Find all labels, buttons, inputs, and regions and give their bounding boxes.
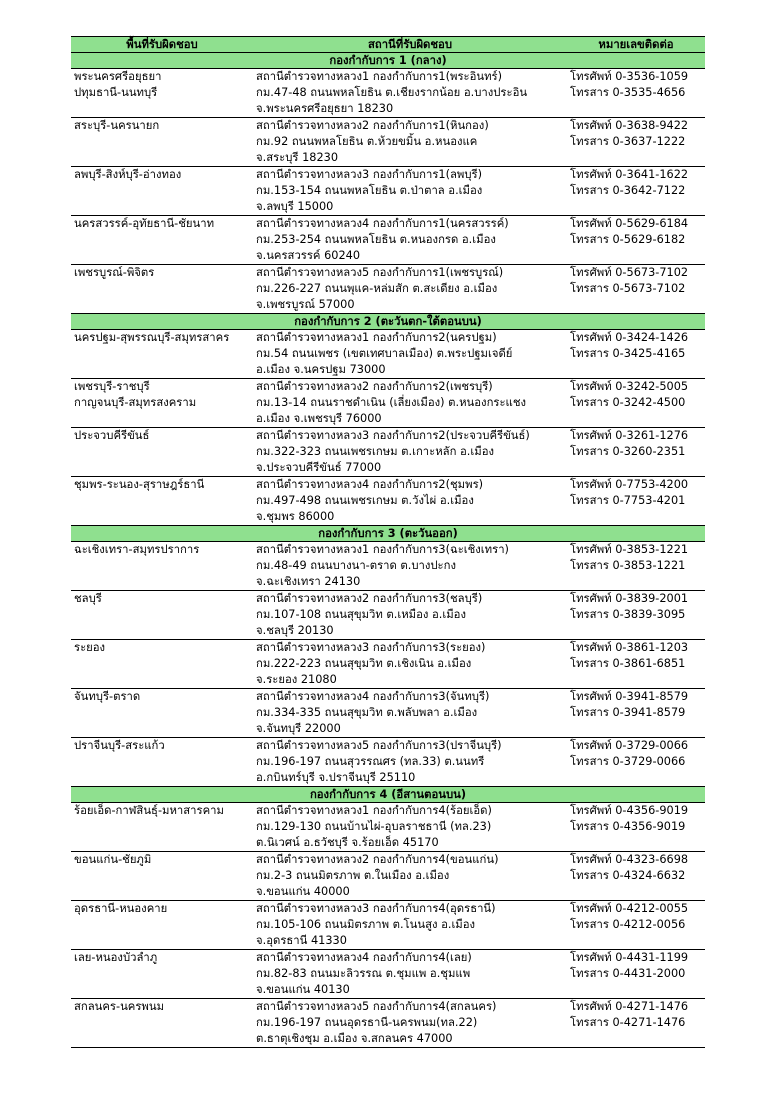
- area-line: กาญจนบุรี-สมุทรสงคราม: [74, 396, 197, 409]
- station-cell: [253, 542, 567, 591]
- contact-line: โทรสาร 0-3861-6851: [570, 657, 686, 670]
- station-line: จ.สระบุรี 18230: [256, 151, 339, 164]
- area-line: พระนครศรีอยุธยา: [74, 70, 162, 83]
- station-line: กม.2-3 ถนนมิตรภาพ ต.ในเมือง อ.เมือง: [256, 869, 450, 882]
- station-line: กม.92 ถนนพหลโยธิน ต.ห้วยขมิ้น อ.หนองแค: [256, 135, 478, 148]
- contact-cell: [567, 852, 705, 901]
- contact-line: โทรศัพท์ 0-3839-2001: [570, 592, 689, 605]
- contact-cell: [567, 428, 705, 477]
- contact-line: โทรสาร 0-4271-1476: [570, 1016, 686, 1029]
- table-row: [71, 591, 705, 640]
- area-line: ลพบุรี-สิงห์บุรี-อ่างทอง: [74, 168, 182, 181]
- contact-line: โทรสาร 0-3260-2351: [570, 445, 686, 458]
- area-line: เพชรบูรณ์-พิจิตร: [74, 266, 155, 279]
- contact-cell: [567, 477, 705, 526]
- contact-line: โทรสาร 0-3425-4165: [570, 347, 686, 360]
- section-title: กองกำกับการ 1 (กลาง): [71, 53, 705, 69]
- contact-line: โทรศัพท์ 0-4431-1199: [570, 951, 689, 964]
- header-row: [71, 37, 705, 53]
- table-row: [71, 542, 705, 591]
- station-cell: [253, 689, 567, 738]
- station-line: สถานีตำรวจทางหลวง5 กองกำกับการ1(เพชรบูรณ์): [256, 266, 504, 279]
- station-line: กม.129-130 ถนนบ้านไผ่-อุบลราชธานี (ทล.23): [256, 820, 492, 833]
- contact-line: โทรศัพท์ 0-3638-9422: [570, 119, 689, 132]
- station-line: จ.ฉะเชิงเทรา 24130: [256, 575, 361, 588]
- station-line: สถานีตำรวจทางหลวง2 กองกำกับการ4(ขอนแก่น): [256, 853, 499, 866]
- area-cell: [71, 118, 253, 167]
- station-line: อ.กบินทร์บุรี จ.ปราจีนบุรี 25110: [256, 771, 416, 784]
- contact-line: โทรศัพท์ 0-3861-1203: [570, 641, 689, 654]
- station-cell: [253, 379, 567, 428]
- station-line: จ.ระยอง 21080: [256, 673, 337, 686]
- area-cell: [71, 167, 253, 216]
- station-line: จ.จันทบุรี 22000: [256, 722, 341, 735]
- area-cell: [71, 428, 253, 477]
- station-line: สถานีตำรวจทางหลวง4 กองกำกับการ2(ชุมพร): [256, 478, 484, 491]
- station-line: กม.48-49 ถนนบางนา-ตราด ต.บางปะกง: [256, 559, 456, 572]
- station-cell: [253, 852, 567, 901]
- table-row: [71, 738, 705, 787]
- area-cell: [71, 950, 253, 999]
- area-cell: [71, 852, 253, 901]
- highway-police-contact-table: [71, 36, 705, 1048]
- station-line: อ.เมือง จ.นครปฐม 73000: [256, 363, 386, 376]
- table-row: [71, 477, 705, 526]
- station-line: กม.153-154 ถนนพหลโยธิน ต.ป่าตาล อ.เมือง: [256, 184, 483, 197]
- contact-line: โทรสาร 0-3242-4500: [570, 396, 686, 409]
- station-line: สถานีตำรวจทางหลวง4 กองกำกับการ4(เลย): [256, 951, 472, 964]
- table-row: [71, 852, 705, 901]
- area-line: ชุมพร-ระนอง-สุราษฎร์ธานี: [74, 478, 205, 491]
- contact-cell: [567, 689, 705, 738]
- table-row: [71, 216, 705, 265]
- station-line: กม.253-254 ถนนพหลโยธิน ต.หนองกรด อ.เมือง: [256, 233, 496, 246]
- contact-line: โทรสาร 0-4431-2000: [570, 967, 686, 980]
- area-cell: [71, 901, 253, 950]
- contact-line: โทรสาร 0-3853-1221: [570, 559, 686, 572]
- area-cell: [71, 803, 253, 852]
- contact-line: โทรศัพท์ 0-3261-1276: [570, 429, 689, 442]
- station-cell: [253, 118, 567, 167]
- section-header-row: [71, 314, 705, 330]
- contact-line: โทรสาร 0-7753-4201: [570, 494, 686, 507]
- station-line: ต.นิเวศน์ อ.ธวัชบุรี จ.ร้อยเอ็ด 45170: [256, 836, 439, 849]
- station-cell: [253, 803, 567, 852]
- area-line: ชลบุรี: [74, 592, 102, 605]
- station-line: สถานีตำรวจทางหลวง3 กองกำกับการ3(ระยอง): [256, 641, 486, 654]
- table-row: [71, 167, 705, 216]
- station-line: จ.ขอนแก่น 40000: [256, 885, 350, 898]
- station-line: กม.82-83 ถนนมะลิวรรณ ต.ชุมแพ อ.ชุมแพ: [256, 967, 471, 980]
- station-cell: [253, 738, 567, 787]
- contact-line: โทรศัพท์ 0-3941-8579: [570, 690, 689, 703]
- area-line: สกลนคร-นครพนม: [74, 1000, 165, 1013]
- station-line: สถานีตำรวจทางหลวง3 กองกำกับการ2(ประจวบคีรีขันธ์): [256, 429, 530, 442]
- contact-cell: [567, 738, 705, 787]
- contact-line: โทรศัพท์ 0-3729-0066: [570, 739, 689, 752]
- contact-cell: [567, 640, 705, 689]
- contact-line: โทรศัพท์ 0-4356-9019: [570, 804, 689, 817]
- station-line: กม.497-498 ถนนเพชรเกษม ต.วังไผ่ อ.เมือง: [256, 494, 474, 507]
- contact-cell: [567, 999, 705, 1048]
- area-cell: [71, 689, 253, 738]
- area-cell: [71, 379, 253, 428]
- station-line: สถานีตำรวจทางหลวง4 กองกำกับการ3(จันทบุรี): [256, 690, 490, 703]
- area-cell: [71, 69, 253, 118]
- contact-cell: [567, 379, 705, 428]
- table-row: [71, 379, 705, 428]
- station-line: สถานีตำรวจทางหลวง2 กองกำกับการ3(ชลบุรี): [256, 592, 483, 605]
- contact-cell: [567, 542, 705, 591]
- contact-line: โทรศัพท์ 0-4271-1476: [570, 1000, 689, 1013]
- station-cell: [253, 901, 567, 950]
- area-line: ขอนแก่น-ชัยภูมิ: [74, 853, 152, 866]
- station-cell: [253, 330, 567, 379]
- area-line: นครปฐม-สุพรรณบุรี-สมุทรสาคร: [74, 331, 230, 344]
- area-line: จันทบุรี-ตราด: [74, 690, 141, 703]
- table-row: [71, 69, 705, 118]
- station-cell: [253, 167, 567, 216]
- station-line: จ.ชุมพร 86000: [256, 510, 335, 523]
- station-line: สถานีตำรวจทางหลวง1 กองกำกับการ2(นครปฐม): [256, 331, 497, 344]
- station-cell: [253, 950, 567, 999]
- area-line: นครสวรรค์-อุทัยธานี-ชัยนาท: [74, 217, 215, 230]
- contact-line: โทรศัพท์ 0-3536-1059: [570, 70, 689, 83]
- contact-cell: [567, 950, 705, 999]
- table-body: [71, 53, 705, 1048]
- area-cell: [71, 216, 253, 265]
- area-cell: [71, 738, 253, 787]
- section-header-row: [71, 787, 705, 803]
- contact-line: โทรสาร 0-3729-0066: [570, 755, 686, 768]
- header-station: สถานีที่รับผิดชอบ: [253, 37, 567, 53]
- table-row: [71, 640, 705, 689]
- contact-line: โทรศัพท์ 0-3641-1622: [570, 168, 689, 181]
- station-line: กม.322-323 ถนนเพชรเกษม ต.เกาะหลัก อ.เมือง: [256, 445, 495, 458]
- station-line: สถานีตำรวจทางหลวง5 กองกำกับการ3(ปราจีนบุรี): [256, 739, 502, 752]
- area-line: เพชรบุรี-ราชบุรี: [74, 380, 150, 393]
- station-cell: [253, 428, 567, 477]
- area-cell: [71, 591, 253, 640]
- station-line: สถานีตำรวจทางหลวง2 กองกำกับการ2(เพชรบุรี): [256, 380, 493, 393]
- station-cell: [253, 640, 567, 689]
- contact-line: โทรศัพท์ 0-3242-5005: [570, 380, 689, 393]
- area-cell: [71, 477, 253, 526]
- section-title: กองกำกับการ 2 (ตะวันตก-ใต้ตอนบน): [71, 314, 705, 330]
- station-line: สถานีตำรวจทางหลวง1 กองกำกับการ4(ร้อยเอ็ด): [256, 804, 492, 817]
- station-line: สถานีตำรวจทางหลวง3 กองกำกับการ1(ลพบุรี): [256, 168, 483, 181]
- station-line: จ.อุดรธานี 41330: [256, 934, 347, 947]
- contact-cell: [567, 901, 705, 950]
- area-cell: [71, 330, 253, 379]
- station-line: จ.พระนครศรีอยุธยา 18230: [256, 102, 394, 115]
- contact-cell: [567, 216, 705, 265]
- contact-cell: [567, 330, 705, 379]
- table-row: [71, 689, 705, 738]
- area-line: สระบุรี-นครนายก: [74, 119, 160, 132]
- contact-line: โทรศัพท์ 0-3424-1426: [570, 331, 689, 344]
- station-line: กม.107-108 ถนนสุขุมวิท ต.เหมือง อ.เมือง: [256, 608, 466, 621]
- table-row: [71, 330, 705, 379]
- station-line: กม.13-14 ถนนราชดำเนิน (เลี่ยงเมือง) ต.หนองกระแชง: [256, 396, 527, 409]
- contact-line: โทรสาร 0-3535-4656: [570, 86, 686, 99]
- area-cell: [71, 640, 253, 689]
- contact-cell: [567, 167, 705, 216]
- station-cell: [253, 69, 567, 118]
- table-row: [71, 950, 705, 999]
- area-line: ปราจีนบุรี-สระแก้ว: [74, 739, 165, 752]
- section-title: กองกำกับการ 3 (ตะวันออก): [71, 526, 705, 542]
- contact-line: โทรศัพท์ 0-4323-6698: [570, 853, 689, 866]
- station-line: สถานีตำรวจทางหลวง2 กองกำกับการ1(หินกอง): [256, 119, 489, 132]
- contact-line: โทรสาร 0-3642-7122: [570, 184, 686, 197]
- area-line: ประจวบคีรีขันธ์: [74, 429, 150, 442]
- station-line: กม.196-197 ถนนอุดรธานี-นครพนม(ทล.22): [256, 1016, 478, 1029]
- contact-cell: [567, 591, 705, 640]
- contact-line: โทรสาร 0-3637-1222: [570, 135, 686, 148]
- station-line: จ.ลพบุรี 15000: [256, 200, 334, 213]
- area-cell: [71, 999, 253, 1048]
- contact-line: โทรสาร 0-5673-7102: [570, 282, 686, 295]
- contact-line: โทรศัพท์ 0-7753-4200: [570, 478, 689, 491]
- table-row: [71, 428, 705, 477]
- contact-line: โทรสาร 0-5629-6182: [570, 233, 686, 246]
- station-cell: [253, 999, 567, 1048]
- area-line: ระยอง: [74, 641, 106, 654]
- header-area: พื้นที่รับผิดชอบ: [71, 37, 253, 53]
- station-line: กม.54 ถนนเพชร (เขตเทศบาลเมือง) ต.พระปฐมเจดีย์: [256, 347, 513, 360]
- station-line: สถานีตำรวจทางหลวง5 กองกำกับการ4(สกลนคร): [256, 1000, 497, 1013]
- table-row: [71, 118, 705, 167]
- contact-cell: [567, 69, 705, 118]
- table-row: [71, 901, 705, 950]
- station-line: กม.226-227 ถนนพุแค-หล่มสัก ต.สะเดียง อ.เมือง: [256, 282, 498, 295]
- contact-line: โทรศัพท์ 0-4212-0055: [570, 902, 689, 915]
- area-line: ปทุมธานี-นนทบุรี: [74, 86, 158, 99]
- station-line: สถานีตำรวจทางหลวง1 กองกำกับการ3(ฉะเชิงเทรา): [256, 543, 509, 556]
- section-header-row: [71, 53, 705, 69]
- station-line: สถานีตำรวจทางหลวง3 กองกำกับการ4(อุดรธานี): [256, 902, 496, 915]
- contact-line: โทรสาร 0-3941-8579: [570, 706, 686, 719]
- station-line: จ.เพชรบูรณ์ 57000: [256, 298, 355, 311]
- area-line: ร้อยเอ็ด-กาฬสินธุ์-มหาสารคาม: [74, 804, 224, 817]
- station-line: กม.105-106 ถนนมิตรภาพ ต.โนนสูง อ.เมือง: [256, 918, 476, 931]
- area-line: เลย-หนองบัวลำภู: [74, 951, 158, 964]
- area-cell: [71, 265, 253, 314]
- station-line: จ.นครสวรรค์ 60240: [256, 249, 361, 262]
- contact-line: โทรสาร 0-4212-0056: [570, 918, 686, 931]
- contact-cell: [567, 803, 705, 852]
- contact-line: โทรสาร 0-4324-6632: [570, 869, 686, 882]
- station-cell: [253, 591, 567, 640]
- table-row: [71, 999, 705, 1048]
- table-row: [71, 803, 705, 852]
- station-line: กม.222-223 ถนนสุขุมวิท ต.เชิงเนิน อ.เมือง: [256, 657, 472, 670]
- contact-line: โทรศัพท์ 0-5629-6184: [570, 217, 689, 230]
- contact-line: โทรศัพท์ 0-3853-1221: [570, 543, 689, 556]
- station-cell: [253, 477, 567, 526]
- contact-cell: [567, 118, 705, 167]
- station-line: อ.เมือง จ.เพชรบุรี 76000: [256, 412, 382, 425]
- station-line: สถานีตำรวจทางหลวง4 กองกำกับการ1(นครสวรรค์): [256, 217, 509, 230]
- section-title: กองกำกับการ 4 (อีสานตอนบน): [71, 787, 705, 803]
- area-line: อุดรธานี-หนองคาย: [74, 902, 168, 915]
- station-line: ต.ธาตุเชิงชุม อ.เมือง จ.สกลนคร 47000: [256, 1032, 453, 1045]
- table-row: [71, 265, 705, 314]
- contact-line: โทรสาร 0-4356-9019: [570, 820, 686, 833]
- contact-line: โทรสาร 0-3839-3095: [570, 608, 686, 621]
- station-cell: [253, 216, 567, 265]
- section-header-row: [71, 526, 705, 542]
- contact-cell: [567, 265, 705, 314]
- header-contact: หมายเลขติดต่อ: [567, 37, 705, 53]
- area-line: ฉะเชิงเทรา-สมุทรปราการ: [74, 543, 200, 556]
- station-line: กม.334-335 ถนนสุขุมวิท ต.พลับพลา อ.เมือง: [256, 706, 478, 719]
- area-cell: [71, 542, 253, 591]
- station-line: กม.47-48 ถนนพหลโยธิน ต.เชียงรากน้อย อ.บางประอิน: [256, 86, 528, 99]
- contact-line: โทรศัพท์ 0-5673-7102: [570, 266, 689, 279]
- station-cell: [253, 265, 567, 314]
- station-line: จ.ประจวบคีรีขันธ์ 77000: [256, 461, 382, 474]
- station-line: กม.196-197 ถนนสุวรรณศร (ทล.33) ต.นนทรี: [256, 755, 485, 768]
- station-line: จ.ชลบุรี 20130: [256, 624, 334, 637]
- station-line: สถานีตำรวจทางหลวง1 กองกำกับการ1(พระอินทร์): [256, 70, 503, 83]
- station-line: จ.ขอนแก่น 40130: [256, 983, 350, 996]
